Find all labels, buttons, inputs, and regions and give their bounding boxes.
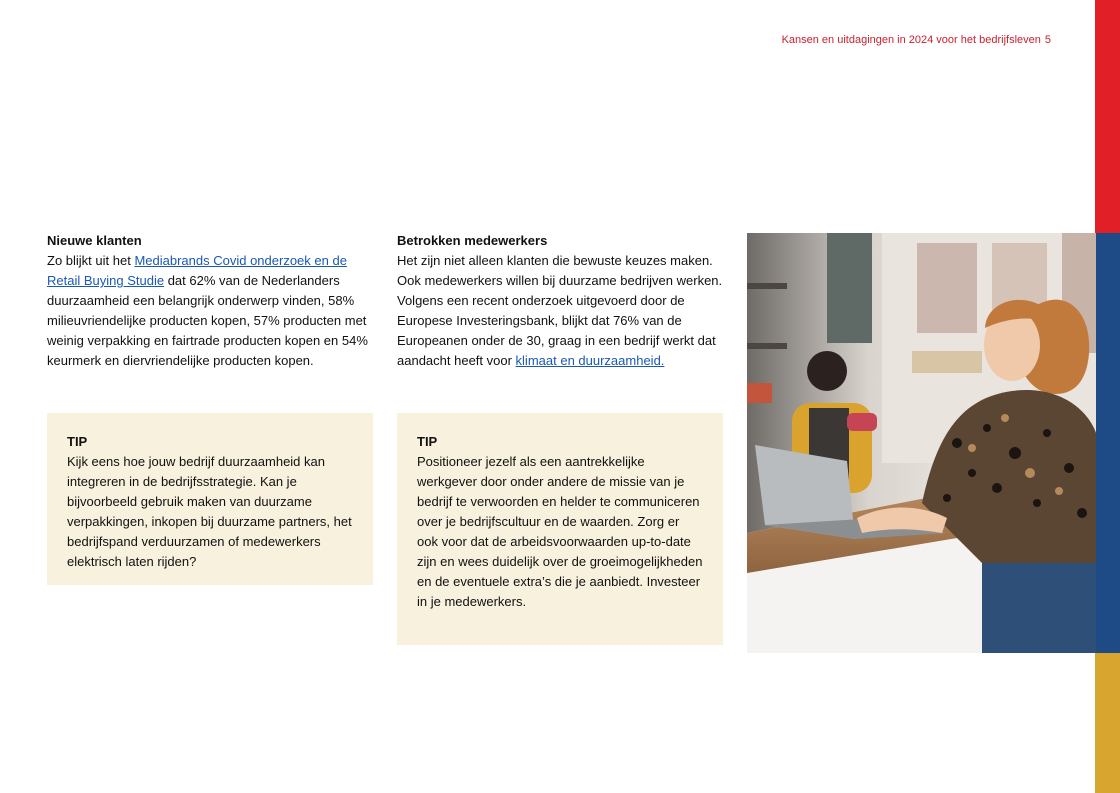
tip-text: Positioneer jezelf als een aantrekkelijke werkgever door onder andere de missie van je bedrijf te verwoorden en helder te communiceren over je bedrijfscultuur en de waarden. Zorg er ook voor dat de arbeidsvoorwaarden up-to-date zijn en wees duidelijk over de groeimogelijkheden en de eventuele extra’s die je aanbiedt. Investeer in je medewerkers. <box>417 454 703 609</box>
header-title: Kansen en uitdagingen in 2024 voor het bedrijfsleven <box>781 34 1041 46</box>
section-body <box>397 251 727 371</box>
climate-sustainability-link[interactable]: klimaat en duurzaamheid. <box>515 353 665 368</box>
accent-bar-blue <box>1095 233 1120 653</box>
running-header <box>782 34 1051 46</box>
body-rest: dat 62% van de Nederlanders duurzaamheid een belangrijk onderwerp vinden, 58% milieuvriendelijke producten kopen, 57% producten met weinig verpakking en fairtrade producten kopen en 54% keurmerk en diervriendelijke producten kopen. <box>47 273 368 368</box>
tip-box <box>397 413 723 645</box>
tip-label: TIP <box>67 434 88 449</box>
tip-box <box>47 413 373 585</box>
page-number: 5 <box>1044 34 1051 46</box>
accent-bar-red <box>1095 0 1120 233</box>
mediabrands-study-link[interactable]: Mediabrands Covid onderzoek en de Retail Buying Studie <box>47 253 347 288</box>
accent-bar-gold <box>1095 653 1120 793</box>
section-heading: Betrokken medewerkers <box>397 233 548 248</box>
section-body <box>47 251 377 371</box>
tip-label: TIP <box>417 434 438 449</box>
cafe-worker-photo <box>747 233 1096 653</box>
section-engaged-employees <box>397 231 727 371</box>
body-text: Het zijn niet alleen klanten die bewuste keuzes maken. Ook medewerkers willen bij duurzame bedrijven werken. Volgens een recent onderzoek uitgevoerd door de Europese Investeringsbank, blijkt dat 76% van de Europeanen onder de 30, graag in een bedrijf werkt dat aandacht heeft voor <box>397 253 723 368</box>
section-heading: Nieuwe klanten <box>47 233 142 248</box>
body-intro: Zo blijkt uit het <box>47 253 131 268</box>
section-new-customers <box>47 231 377 371</box>
tip-text: Kijk eens hoe jouw bedrijf duurzaamheid kan integreren in de bedrijfsstrategie. Kan je bijvoorbeeld gebruik maken van duurzame verpakkingen, inkopen bij duurzame partners, het bedrijfspand verduurzamen of medewerkers elektrisch laten rijden? <box>67 454 352 569</box>
